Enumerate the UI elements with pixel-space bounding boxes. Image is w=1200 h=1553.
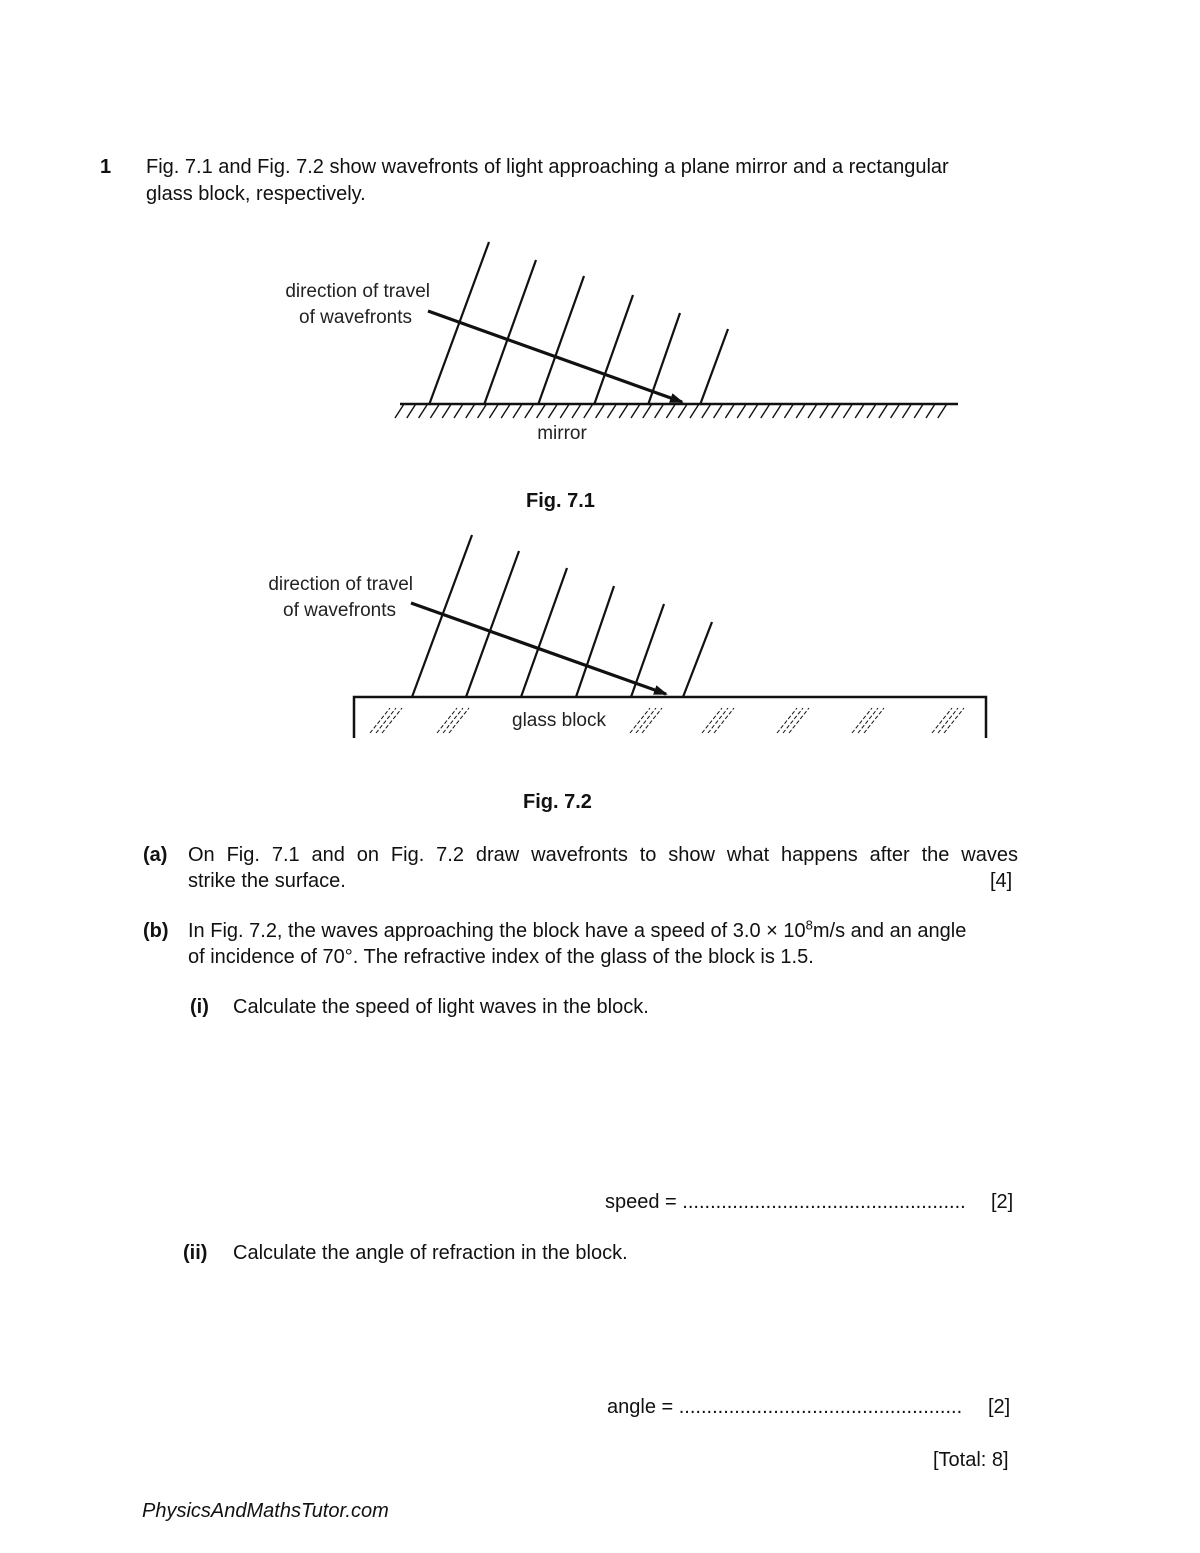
hatch-mark <box>430 404 439 418</box>
hatch-mark <box>619 404 628 418</box>
part-bii-label: (ii) <box>183 1242 208 1264</box>
hatch-mark <box>784 404 793 418</box>
hatch-mark <box>537 404 546 418</box>
hatch-mark <box>666 404 675 418</box>
glass-hatch-mark <box>938 708 958 733</box>
hatch-mark <box>643 404 652 418</box>
hatch-mark <box>525 404 534 418</box>
wavefront-4 <box>576 586 614 697</box>
hatch-mark <box>678 404 687 418</box>
footer-watermark: PhysicsAndMathsTutor.com <box>142 1500 389 1522</box>
part-b-line1-pre: In Fig. 7.2, the waves approaching the block have a speed of 3.0 × 10 <box>188 920 806 942</box>
hatch-mark <box>395 404 404 418</box>
hatch-mark <box>926 404 935 418</box>
hatch-mark <box>796 404 805 418</box>
part-b-label: (b) <box>143 920 169 942</box>
glass-hatch-mark <box>382 708 402 733</box>
hatch-mark <box>419 404 428 418</box>
hatch-mark <box>879 404 888 418</box>
hatch-mark <box>407 404 416 418</box>
glass-hatch-mark <box>630 708 650 733</box>
glass-hatch-mark <box>636 708 656 733</box>
glass-hatch-mark <box>702 708 722 733</box>
part-b-line1-exponent: 8 <box>805 917 813 933</box>
part-bi-label: (i) <box>190 996 209 1018</box>
hatch-mark <box>773 404 782 418</box>
hatch-mark <box>867 404 876 418</box>
wavefront-1 <box>412 535 472 697</box>
hatch-mark <box>761 404 770 418</box>
glass-hatch-mark <box>376 708 396 733</box>
total-marks: [Total: 8] <box>933 1449 1009 1471</box>
glass-hatch-mark <box>932 708 952 733</box>
hatch-mark <box>631 404 640 418</box>
mirror-label: mirror <box>537 423 587 444</box>
hatch-mark <box>584 404 593 418</box>
hatch-mark <box>442 404 451 418</box>
part-a-label: (a) <box>143 844 168 866</box>
angle-answer-label: angle = <box>607 1396 679 1418</box>
glass-hatch-mark <box>864 708 884 733</box>
hatch-mark <box>832 404 841 418</box>
hatch-mark <box>548 404 557 418</box>
glass-hatch-mark <box>944 708 964 733</box>
hatch-mark <box>714 404 723 418</box>
angle-answer-line <box>607 1394 962 1420</box>
hatch-mark <box>749 404 758 418</box>
wavefront-3 <box>521 568 567 697</box>
question-number: 1 <box>100 156 112 178</box>
part-a-line1: On Fig. 7.1 and on Fig. 7.2 draw wavefronts to show what happens after the waves <box>188 844 1018 866</box>
wavefront-6 <box>683 622 712 697</box>
speed-answer-line <box>605 1189 966 1215</box>
speed-answer-dots[interactable]: ................................................... <box>682 1191 966 1213</box>
glass-hatch-mark <box>708 708 728 733</box>
glass-hatch-mark <box>789 708 809 733</box>
figure-7-1 <box>0 0 1200 520</box>
part-bi-marks: [2] <box>991 1191 1014 1213</box>
hatch-mark <box>607 404 616 418</box>
hatch-mark <box>489 404 498 418</box>
glass-hatching <box>370 708 964 733</box>
wavefront-4 <box>594 295 633 405</box>
glass-hatch-mark <box>370 708 390 733</box>
speed-answer-label: speed = <box>605 1191 683 1213</box>
part-bii-marks: [2] <box>988 1396 1011 1418</box>
hatch-mark <box>596 404 605 418</box>
glass-hatch-mark <box>443 708 463 733</box>
direction-arrow <box>428 311 682 402</box>
hatch-mark <box>501 404 510 418</box>
part-a-line2: strike the surface. <box>188 870 346 892</box>
fig2-caption: Fig. 7.2 <box>523 791 592 813</box>
glass-hatch-mark <box>437 708 457 733</box>
hatch-mark <box>702 404 711 418</box>
hatch-mark <box>655 404 664 418</box>
hatch-mark <box>478 404 487 418</box>
angle-answer-dots[interactable]: ................................................... <box>678 1396 963 1418</box>
mirror-hatching <box>395 404 947 418</box>
hatch-mark <box>843 404 852 418</box>
part-bi-text: Calculate the speed of light waves in the block. <box>233 996 649 1018</box>
wavefront-6 <box>700 329 728 405</box>
fig1-caption: Fig. 7.1 <box>526 490 595 512</box>
part-b-line1 <box>188 918 966 944</box>
hatch-mark <box>560 404 569 418</box>
hatch-mark <box>808 404 817 418</box>
part-a-marks: [4] <box>990 870 1013 892</box>
glass-hatch-mark <box>642 708 662 733</box>
part-b-line2: of incidence of 70°. The refractive index of the glass of the block is 1.5. <box>188 946 814 968</box>
figure-7-2 <box>0 520 1200 770</box>
wavefronts <box>412 535 712 697</box>
figure-7-2-diagram <box>0 520 1200 770</box>
hatch-mark <box>466 404 475 418</box>
hatch-mark <box>725 404 734 418</box>
hatch-mark <box>938 404 947 418</box>
glass-hatch-mark <box>777 708 797 733</box>
hatch-mark <box>690 404 699 418</box>
glass-hatch-mark <box>783 708 803 733</box>
fig1-direction-label-line2: of wavefronts <box>299 307 412 328</box>
question-intro-line2: glass block, respectively. <box>146 183 366 205</box>
glass-hatch-mark <box>449 708 469 733</box>
fig2-direction-label-line2: of wavefronts <box>283 600 396 621</box>
direction-arrow <box>411 603 666 694</box>
fig2-direction-label-line1: direction of travel <box>268 574 413 595</box>
wavefront-3 <box>538 276 584 405</box>
glass-hatch-mark <box>858 708 878 733</box>
part-bii-text: Calculate the angle of refraction in the block. <box>233 1242 628 1264</box>
hatch-mark <box>902 404 911 418</box>
glass-hatch-mark <box>714 708 734 733</box>
hatch-mark <box>737 404 746 418</box>
glass-block-label: glass block <box>512 710 606 731</box>
hatch-mark <box>914 404 923 418</box>
figure-7-1-diagram <box>0 0 1200 520</box>
glass-hatch-mark <box>852 708 872 733</box>
hatch-mark <box>572 404 581 418</box>
hatch-mark <box>820 404 829 418</box>
hatch-mark <box>855 404 864 418</box>
hatch-mark <box>891 404 900 418</box>
fig1-direction-label-line1: direction of travel <box>285 281 430 302</box>
question-intro-line1: Fig. 7.1 and Fig. 7.2 show wavefronts of light approaching a plane mirror and a rectangular <box>146 156 949 178</box>
wavefronts <box>429 242 728 405</box>
hatch-mark <box>513 404 522 418</box>
hatch-mark <box>454 404 463 418</box>
part-b-line1-post: m/s and an angle <box>812 920 967 942</box>
